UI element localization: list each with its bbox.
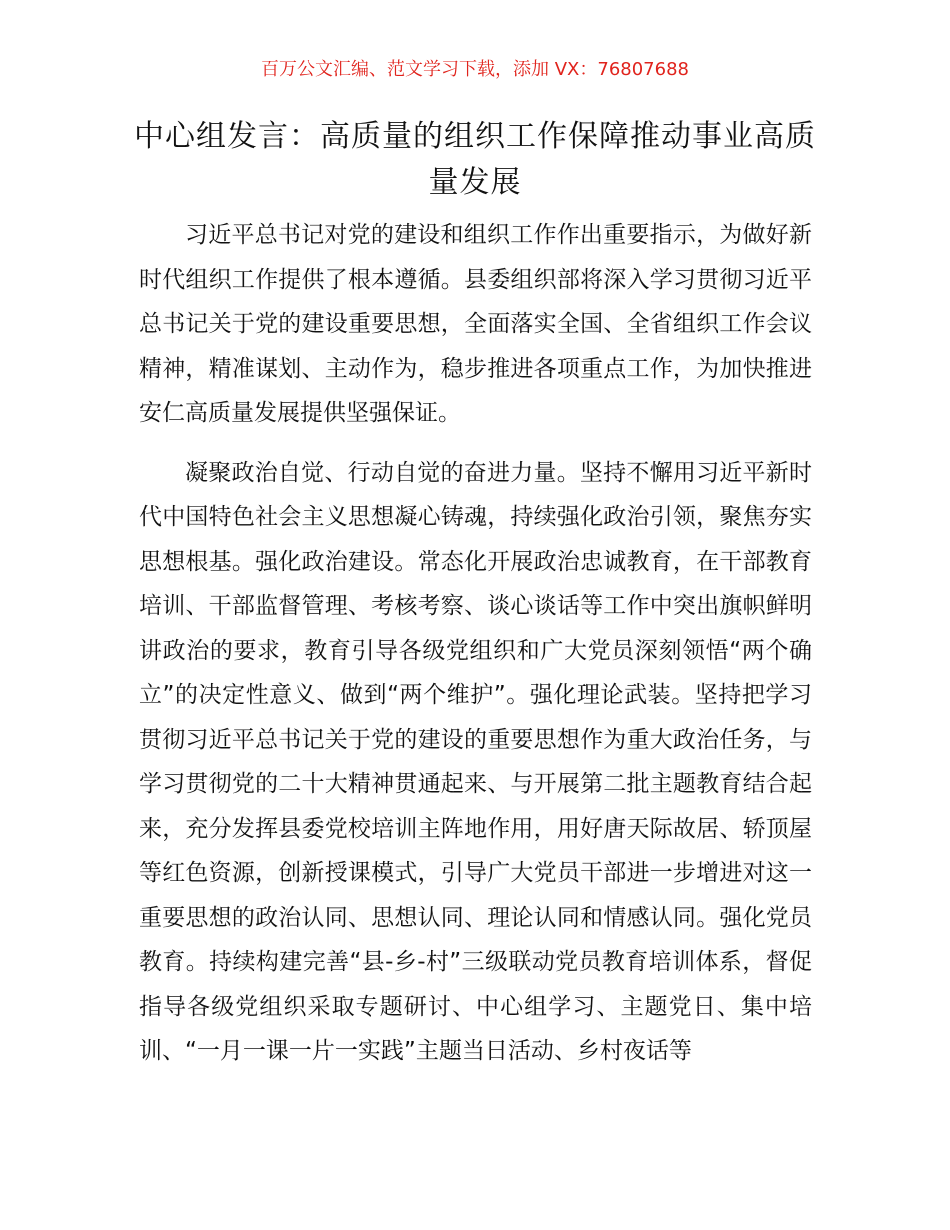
paragraph-political-awareness: 凝聚政治自觉、行动自觉的奋进力量。坚持不懈用习近平新时代中国特色社会主义思想凝心铸魂，持续强化政治引领，聚焦夯实思想根基。强化政治建设。常态化开展政治忠诚教育，在干部教育培训、干部监督管理、考核考察、谈心谈话等工作中突出旗帜鲜明讲政治的要求，教育引导各级党组织和广大党员深刻领悟“两个确立”的决定性意义、做到“两个维护”。强化理论武装。坚持把学习贯彻习近平总书记关于党的建设的重要思想作为重大政治任务，与学习贯彻党的二十大精神贯通起来、与开展第二批主题教育结合起来，充分发挥县委党校培训主阵地作用，用好唐天际故居、轿顶屋等红色资源，创新授课模式，引导广大党员干部进一步增进对这一重要思想的政治认同、思想认同、理论认同和情感认同。强化党员教育。持续构建完善“县-乡-村”三级联动党员教育培训体系，督促指导各级党组织采取专题研讨、中心组学习、主题党日、集中培训、“一月一课一片一实践”主题当日活动、乡村夜话等 (139, 459, 812, 1064)
document-title: 中心组发言：高质量的组织工作保障推动事业高质量发展 (134, 119, 816, 200)
header-watermark-text: 百万公文汇编、范文学习下载，添加 VX：76807688 (261, 59, 689, 80)
paragraph-intro: 习近平总书记对党的建设和组织工作作出重要指示，为做好新时代组织工作提供了根本遵循。县委组织部将深入学习贯彻习近平总书记关于党的建设重要思想，全面落实全国、全省组织工作会议精神，精准谋划、主动作为，稳步推进各项重点工作，为加快推进安仁高质量发展提供坚强保证。 (139, 222, 812, 426)
document-body (139, 213, 812, 1089)
